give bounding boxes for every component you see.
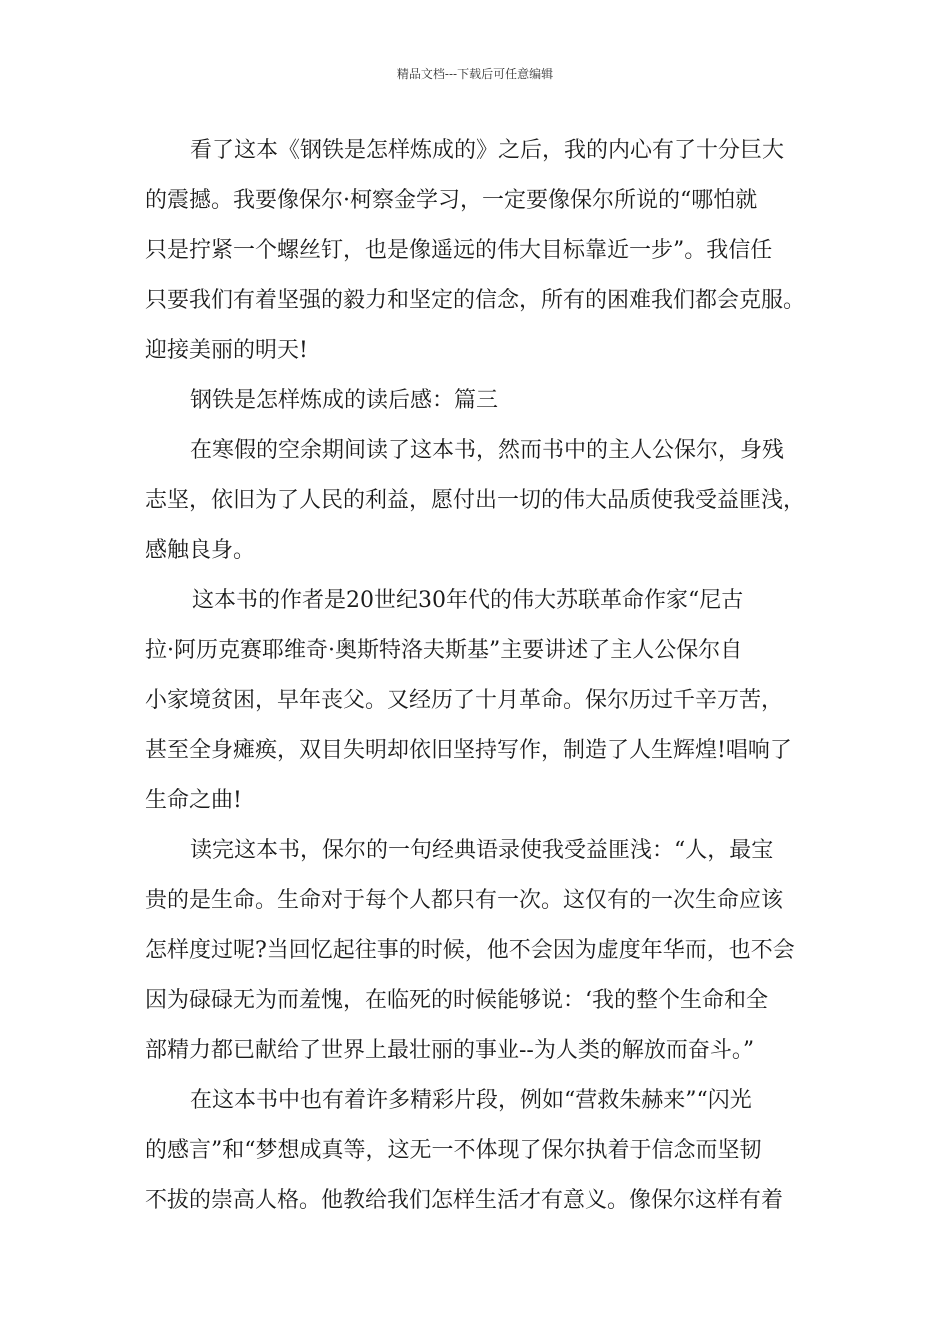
text-line: 的震撼。我要像保尔·柯察金学习，一定要像保尔所说的“哪怕就 — [145, 188, 758, 213]
text-line: 只是拧紧一个螺丝钉，也是像遥远的伟大目标靠近一步”。我信任 — [145, 238, 773, 263]
text-line: 迎接美丽的明天! — [145, 338, 308, 363]
text-line: 在这本书中也有着许多精彩片段，例如“营救朱赫来”“闪光 — [190, 1088, 752, 1113]
text-line: 只要我们有着坚强的毅力和坚定的信念，所有的困难我们都会克服。 — [145, 288, 806, 313]
text-line: 部精力都已献给了世界上最壮丽的事业--为人类的解放而奋斗。” — [145, 1038, 755, 1063]
text-line: 志坚，依旧为了人民的利益，愿付出一切的伟大品质使我受益匪浅， — [145, 488, 806, 513]
text-line: 读完这本书，保尔的一句经典语录使我受益匪浅：“人，最宝 — [190, 838, 774, 863]
text-line: 因为碌碌无为而羞愧，在临死的时候能够说：‘我的整个生命和全 — [145, 988, 768, 1013]
text-line: 在寒假的空余期间读了这本书，然而书中的主人公保尔，身残 — [190, 438, 785, 463]
section-heading: 钢铁是怎样炼成的读后感：篇三 — [190, 388, 499, 413]
text-line: 小家境贫困，早年丧父。又经历了十月革命。保尔历过千辛万苦， — [145, 688, 784, 713]
text-line: 拉·阿历克赛耶维奇·奥斯特洛夫斯基”主要讲述了主人公保尔自 — [145, 638, 743, 663]
text-line: 贵的是生命。生命对于每个人都只有一次。这仅有的一次生命应该 — [145, 888, 784, 913]
text-line: 不拔的崇高人格。他教给我们怎样生活才有意义。像保尔这样有着 — [145, 1188, 784, 1213]
text-line: 看了这本《钢铁是怎样炼成的》之后，我的内心有了十分巨大 — [190, 138, 785, 163]
text-line: 的感言”和“梦想成真等，这无一不体现了保尔执着于信念而坚韧 — [145, 1138, 762, 1163]
text-line: 这本书的作者是20世纪30年代的伟大苏联革命作家“尼古 — [192, 588, 744, 613]
text-line: 感触良身。 — [145, 538, 256, 563]
text-line: 甚至全身瘫痪，双目失明却依旧坚持写作，制造了人生辉煌!唱响了 — [145, 738, 792, 763]
page-header: 精品文档---下载后可任意编辑 — [396, 67, 554, 81]
text-line: 生命之曲! — [145, 788, 242, 813]
text-line: 怎样度过呢?当回忆起往事的时候，他不会因为虚度年华而，也不会 — [145, 938, 795, 963]
